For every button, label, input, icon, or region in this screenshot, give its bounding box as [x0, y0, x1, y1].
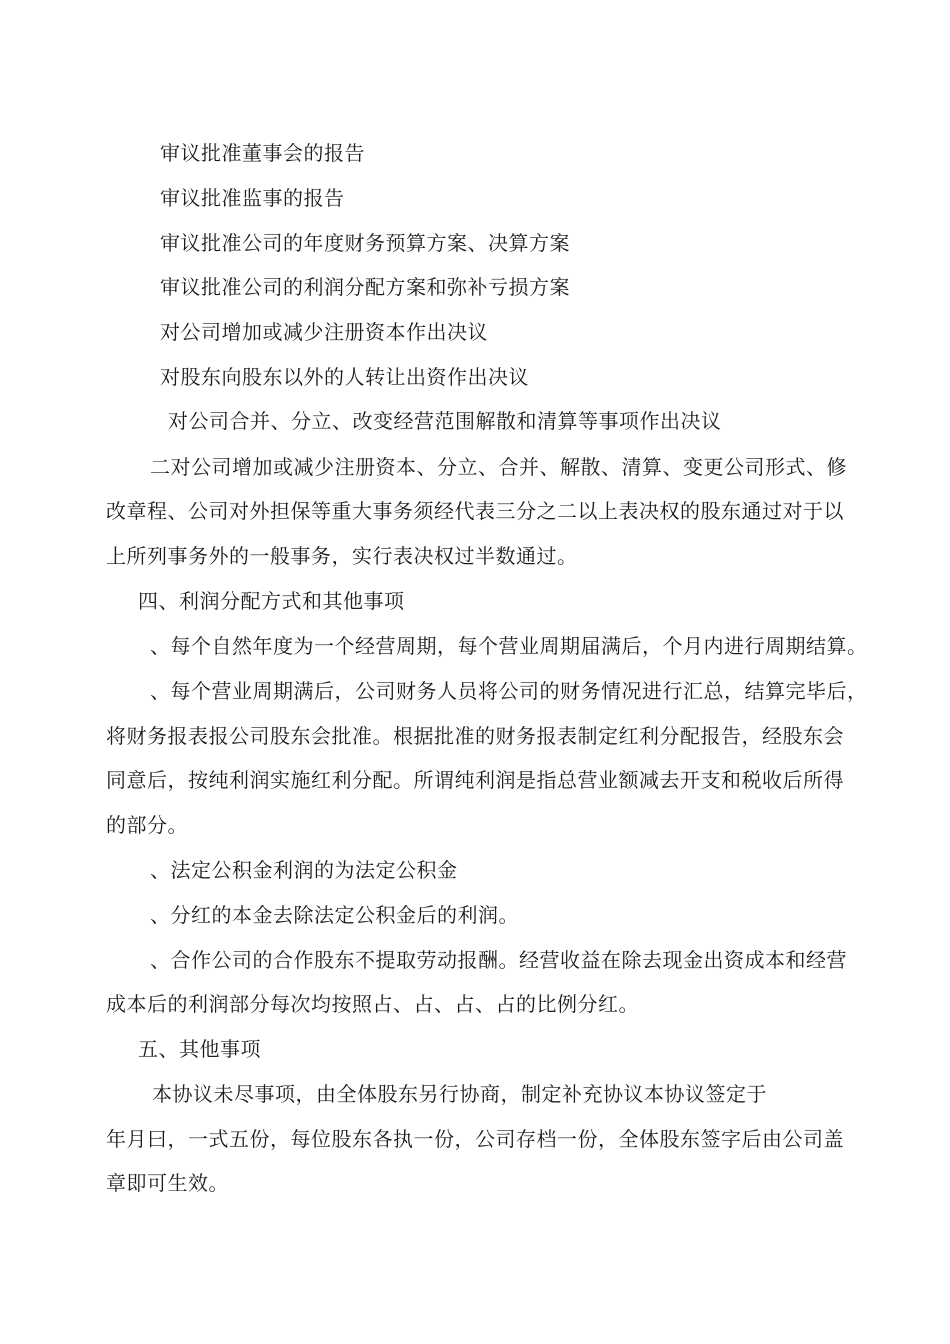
paragraph-dividend-principal: 、分红的本金去除法定公积金后的利润。 [150, 903, 519, 927]
paragraph-closing-line-1: 本协议未尽事项，由全体股东另行协商，制定补充协议本协议签定于 [152, 1082, 767, 1106]
paragraph-settlement-line-1: 、每个营业周期满后，公司财务人员将公司的财务情况进行汇总，结算完毕后， [150, 679, 868, 703]
paragraph-statutory-reserve: 、法定公积金利润的为法定公积金 [150, 858, 458, 882]
section-heading-other-matters: 五、其他事项 [138, 1037, 261, 1061]
paragraph-closing-line-3: 章即可生效。 [106, 1171, 229, 1195]
list-item-approve-budget: 审议批准公司的年度财务预算方案、决算方案 [160, 231, 570, 255]
paragraph-settlement-line-2: 将财务报表报公司股东会批准。根据批准的财务报表制定红利分配报告，经股东会 [106, 724, 844, 748]
paragraph-no-labor-pay-line-1: 、合作公司的合作股东不提取劳动报酬。经营收益在除去现金出资成本和经营 [150, 948, 847, 972]
list-item-merger-dissolution: 对公司合并、分立、改变经营范围解散和清算等事项作出决议 [168, 409, 722, 433]
paragraph-settlement-line-4: 的部分。 [106, 813, 188, 837]
paragraph-fiscal-period: 、每个自然年度为一个经营周期，每个营业周期届满后，个月内进行周期结算。 [150, 634, 868, 658]
paragraph-major-matters-line-3: 上所列事务外的一般事务，实行表决权过半数通过。 [106, 544, 578, 568]
list-item-equity-transfer: 对股东向股东以外的人转让出资作出决议 [160, 365, 529, 389]
list-item-approve-profit-plan: 审议批准公司的利润分配方案和弥补亏损方案 [160, 275, 570, 299]
section-heading-profit-distribution: 四、利润分配方式和其他事项 [138, 589, 405, 613]
paragraph-major-matters-line-2: 改章程、公司对外担保等重大事务须经代表三分之二以上表决权的股东通过对于以 [106, 499, 844, 523]
paragraph-settlement-line-3: 同意后，按纯利润实施红利分配。所谓纯利润是指总营业额减去开支和税收后所得 [106, 768, 844, 792]
list-item-capital-change: 对公司增加或减少注册资本作出决议 [160, 320, 488, 344]
list-item-approve-supervisor-report: 审议批准监事的报告 [160, 186, 345, 210]
paragraph-closing-line-2: 年月曰，一式五份，每位股东各执一份，公司存档一份，全体股东签字后由公司盖 [106, 1127, 844, 1151]
list-item-approve-board-report: 审议批准董事会的报告 [160, 141, 365, 165]
paragraph-no-labor-pay-line-2: 成本后的利润部分每次均按照占、占、占、占的比例分红。 [106, 992, 639, 1016]
paragraph-major-matters-line-1: 二对公司增加或减少注册资本、分立、合并、解散、清算、变更公司形式、修 [150, 455, 847, 479]
